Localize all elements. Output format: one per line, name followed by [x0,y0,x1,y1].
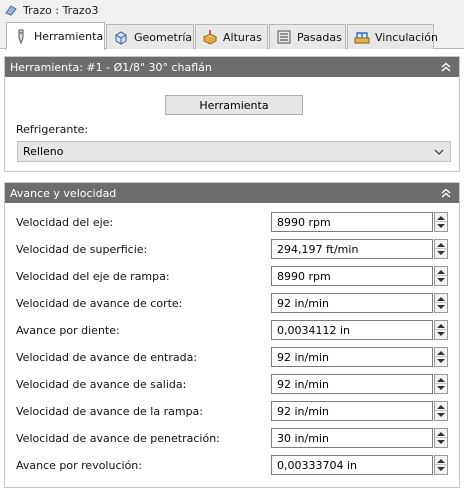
spin-down-button[interactable] [435,357,447,366]
field-label: Velocidad de avance de entrada: [16,351,198,364]
cutting-feedrate-field[interactable]: 92 in/min [271,293,433,313]
spin-down-button[interactable] [435,384,447,393]
spinner[interactable] [434,428,448,448]
ramp-spindle-speed-row [5,264,459,288]
arrow-down-icon [437,305,445,310]
field-label: Velocidad del eje: [16,216,114,229]
field-label: Velocidad del eje de rampa: [16,270,170,283]
spin-up-button[interactable] [435,267,447,276]
arrow-up-icon [437,377,445,382]
arrow-up-icon [437,458,445,463]
ramp-feedrate-field[interactable]: 92 in/min [271,401,433,421]
window-title: Trazo : Trazo3 [23,3,99,17]
arrow-up-icon [437,242,445,247]
tab-label: Vinculación [375,30,438,44]
field-label: Velocidad de avance de penetración: [16,432,220,445]
spin-up-button[interactable] [435,429,447,438]
coolant-value: Relleno [23,145,64,158]
title-bar [0,0,464,20]
feed-per-tooth-field[interactable]: 0,0034112 in [271,320,433,340]
tab-geometria[interactable] [106,24,194,49]
spinner[interactable] [434,212,448,232]
surface-speed-row [5,237,459,261]
tab-herramienta[interactable] [6,22,105,50]
spinner[interactable] [434,374,448,394]
spin-down-button[interactable] [435,465,447,474]
spinner[interactable] [434,347,448,367]
feed-speed-section [4,182,460,488]
spinner[interactable] [434,293,448,313]
feed-speed-section-header[interactable] [5,183,459,203]
arrow-down-icon [437,386,445,391]
collapse-icon[interactable] [439,186,453,200]
arrow-up-icon [437,269,445,274]
spindle-speed-field[interactable]: 8990 rpm [271,212,433,232]
spin-down-button[interactable] [435,276,447,285]
chevron-down-icon [434,147,444,157]
spin-down-button[interactable] [435,303,447,312]
heights-icon [202,29,218,45]
feed-per-revolution-field[interactable]: 0,00333704 in [271,455,433,475]
lead-in-feedrate-row [5,345,459,369]
spin-down-button[interactable] [435,438,447,447]
surface-speed-field[interactable]: 294,197 ft/min [271,239,433,259]
coolant-label: Refrigerante: [16,123,89,136]
arrow-down-icon [437,224,445,229]
arrow-up-icon [437,296,445,301]
field-label: Avance por revolución: [16,459,142,472]
spin-up-button[interactable] [435,240,447,249]
arrow-up-icon [437,323,445,328]
arrow-down-icon [437,359,445,364]
spin-up-button[interactable] [435,294,447,303]
cutting-feedrate-row [5,291,459,315]
ramp-feedrate-row [5,399,459,423]
arrow-down-icon [437,332,445,337]
plunge-feedrate-field[interactable]: 30 in/min [271,428,433,448]
spin-up-button[interactable] [435,456,447,465]
tab-label: Alturas [223,30,262,44]
arrow-up-icon [437,215,445,220]
tool-section-header[interactable] [5,57,459,77]
spin-up-button[interactable] [435,213,447,222]
spin-up-button[interactable] [435,321,447,330]
field-label: Velocidad de avance de corte: [16,297,183,310]
collapse-icon[interactable] [439,60,453,74]
arrow-down-icon [437,440,445,445]
arrow-down-icon [437,251,445,256]
spindle-speed-row [5,210,459,234]
feed-per-revolution-row [5,453,459,477]
tab-label: Geometría [134,30,193,44]
arrow-up-icon [437,431,445,436]
lead-out-feedrate-field[interactable]: 92 in/min [271,374,433,394]
section-title: Herramienta: #1 - Ø1/8" 30° chaflán [10,60,212,74]
arrow-down-icon [437,413,445,418]
section-title: Avance y velocidad [10,186,117,200]
arrow-up-icon [437,350,445,355]
lead-out-feedrate-row [5,372,459,396]
lead-in-feedrate-field[interactable]: 92 in/min [271,347,433,367]
geometry-icon [113,29,129,45]
field-label: Velocidad de avance de la rampa: [16,405,203,418]
tab-pasadas[interactable] [269,24,346,49]
spin-down-button[interactable] [435,330,447,339]
spinner[interactable] [434,320,448,340]
spin-down-button[interactable] [435,411,447,420]
spin-up-button[interactable] [435,375,447,384]
arrow-down-icon [437,278,445,283]
spinner[interactable] [434,401,448,421]
tab-bar [0,22,464,49]
select-tool-button[interactable]: Herramienta [165,95,303,115]
toolpath-icon [4,3,18,17]
tab-content [0,49,464,496]
tool-icon [13,29,29,45]
tab-alturas[interactable] [195,24,268,49]
ramp-spindle-speed-field[interactable]: 8990 rpm [271,266,433,286]
spinner[interactable] [434,266,448,286]
tab-vinculacion[interactable] [347,24,438,49]
arrow-down-icon [437,467,445,472]
spin-down-button[interactable] [435,222,447,231]
spin-down-button[interactable] [435,249,447,258]
field-label: Velocidad de avance de salida: [16,378,187,391]
arrow-up-icon [437,404,445,409]
coolant-select[interactable] [17,141,451,162]
plunge-feedrate-row [5,426,459,450]
spinner[interactable] [434,455,448,475]
linking-icon [354,29,370,45]
spin-up-button[interactable] [435,348,447,357]
field-label: Avance por diente: [16,324,120,337]
spinner[interactable] [434,239,448,259]
tab-label: Pasadas [297,30,342,44]
tab-label: Herramienta [34,30,104,43]
spin-up-button[interactable] [435,402,447,411]
field-label: Velocidad de superficie: [16,243,148,256]
passes-icon [276,29,292,45]
tool-section [4,56,460,172]
feed-per-tooth-row [5,318,459,342]
